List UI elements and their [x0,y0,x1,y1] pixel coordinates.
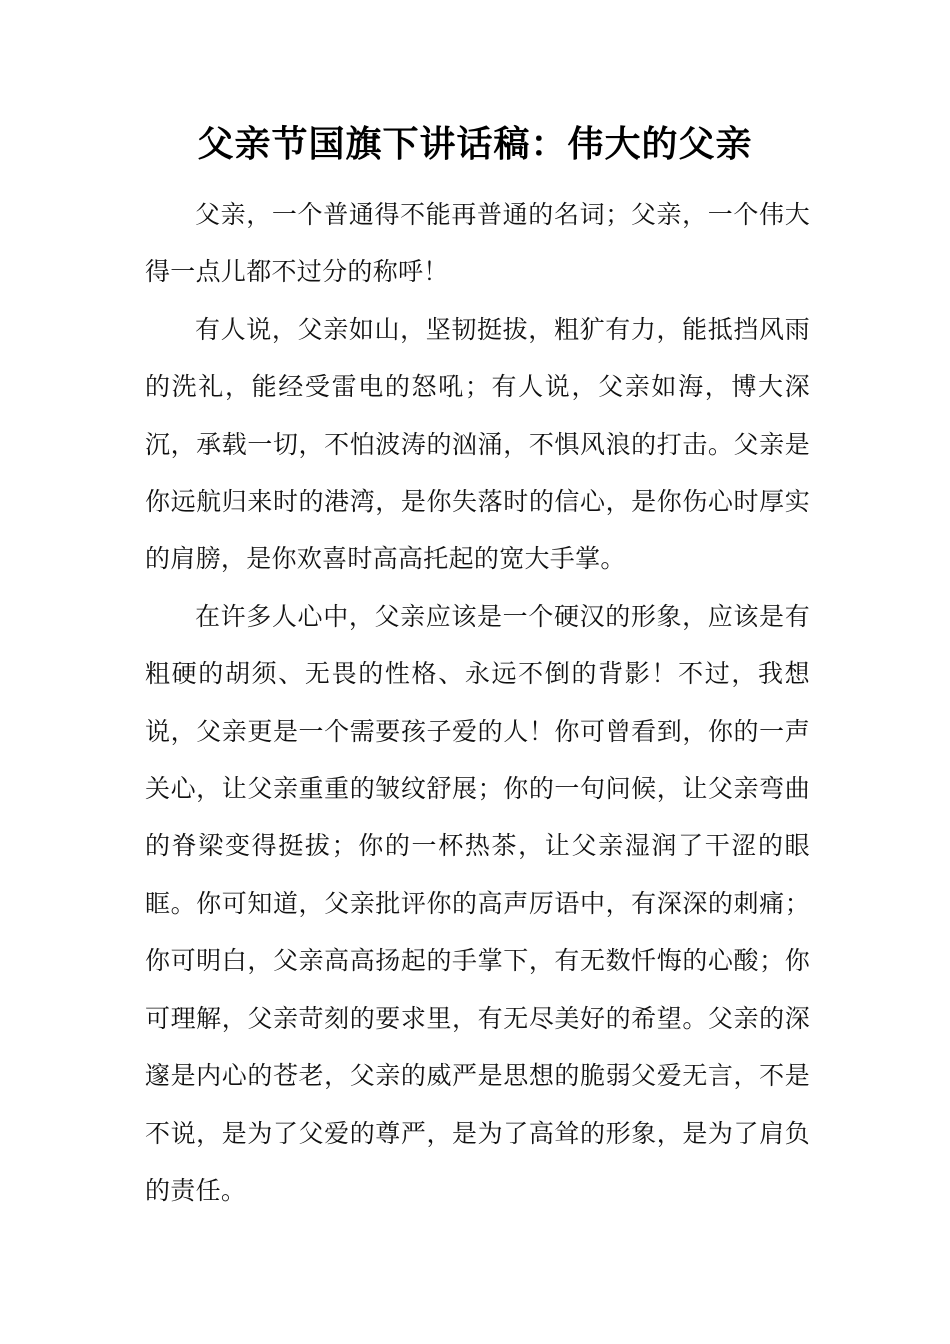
paragraph-3: 在许多人心中，父亲应该是一个硬汉的形象，应该是有粗硬的胡须、无畏的性格、永远不倒的背影！不过，我想说，父亲更是一个需要孩子爱的人！你可曾看到，你的一声关心，让父亲重重的皱纹舒展；你的一句问候，让父亲弯曲的脊梁变得挺拔；你的一杯热茶，让父亲湿润了干涩的眼眶。你可知道，父亲批评你的高声厉语中，有深深的刺痛；你可明白，父亲高高扬起的手掌下，有无数忏悔的心酸；你可理解，父亲苛刻的要求里，有无尽美好的希望。父亲的深邃是内心的苍老，父亲的威严是思想的脆弱父爱无言，不是不说，是为了父爱的尊严，是为了高耸的形象，是为了肩负的责任。 [145,601,810,1205]
document-body [145,186,810,1219]
paragraph-2: 有人说，父亲如山，坚韧挺拔，粗犷有力，能抵挡风雨的洗礼，能经受雷电的怒吼；有人说，父亲如海，博大深沉，承载一切，不怕波涛的汹涌，不惧风浪的打击。父亲是你远航归来时的港湾，是你失落时的信心，是你伤心时厚实的肩膀，是你欢喜时高高托起的宽大手掌。 [145,314,810,574]
paragraph-1: 父亲，一个普通得不能再普通的名词；父亲，一个伟大得一点儿都不过分的称呼！ [145,200,810,287]
document-title: 父亲节国旗下讲话稿：伟大的父亲 [197,124,753,165]
